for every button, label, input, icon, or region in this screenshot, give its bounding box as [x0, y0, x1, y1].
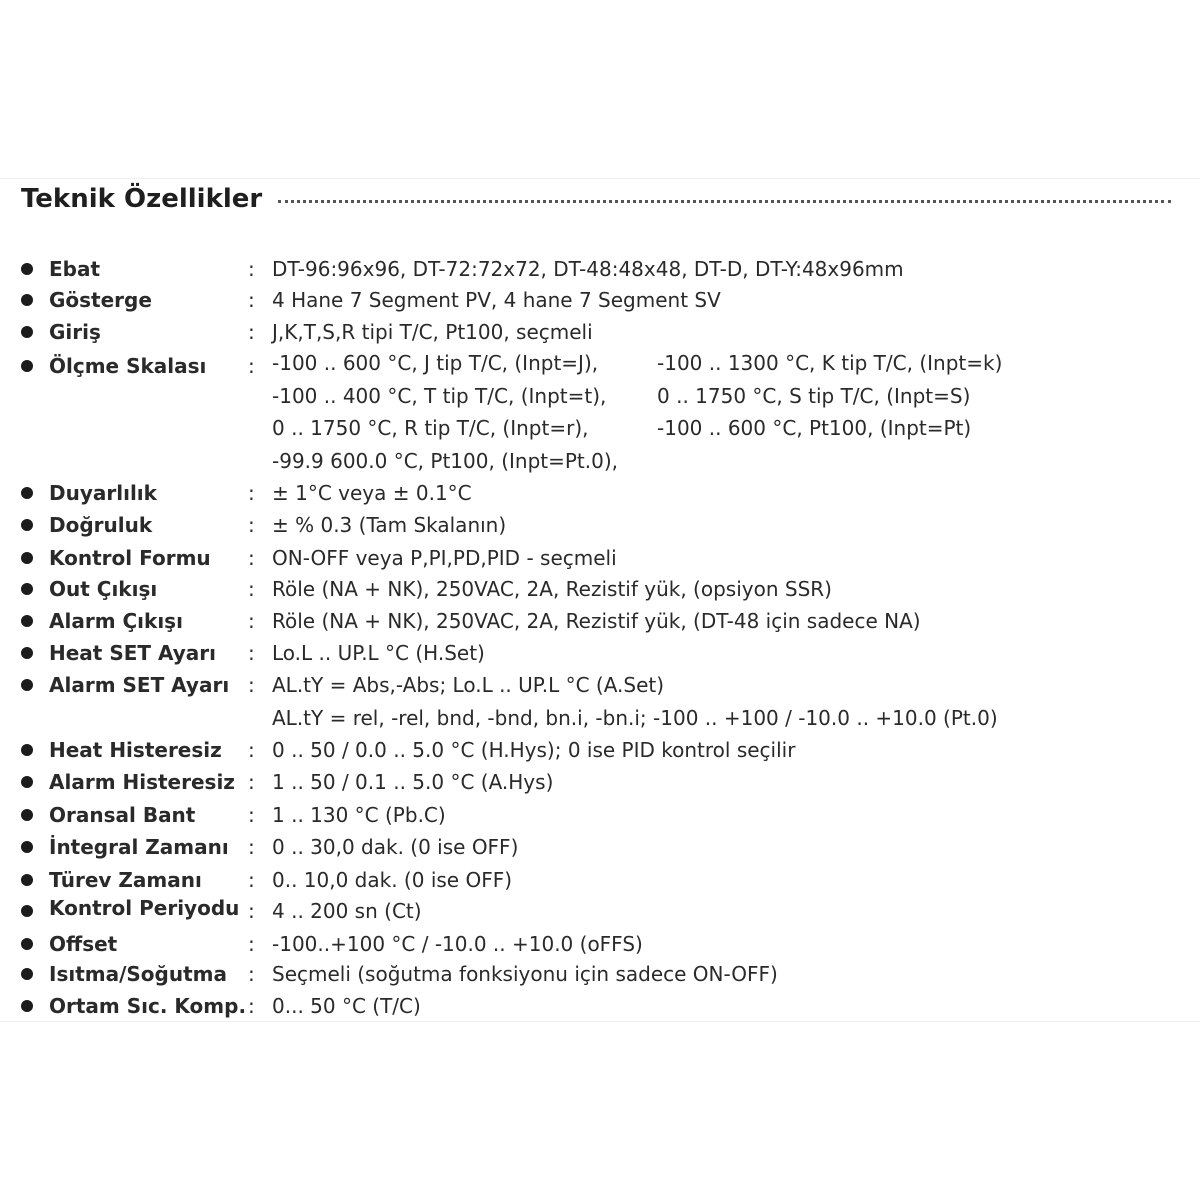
spec-colon: : — [248, 770, 255, 794]
spec-value-secondary: 0 .. 1750 °C, S tip T/C, (Inpt=S) — [657, 384, 971, 408]
spec-label: Ölçme Skalası — [49, 354, 207, 378]
spec-value: 0 .. 30,0 dak. (0 ise OFF) — [272, 835, 519, 859]
spec-row-oransal-bant — [0, 801, 1200, 833]
bullet-icon — [21, 360, 33, 372]
spec-value: J,K,T,S,R tipi T/C, Pt100, seçmeli — [272, 320, 593, 344]
spec-value: Röle (NA + NK), 250VAC, 2A, Rezistif yük, (opsiyon SSR) — [272, 577, 832, 601]
spec-row-giris — [0, 318, 1200, 350]
spec-value: 0 .. 1750 °C, R tip T/C, (Inpt=r), — [272, 416, 589, 440]
bullet-icon — [21, 874, 33, 886]
technical-specifications-panel — [0, 178, 1200, 1022]
spec-label: Alarm Histeresiz — [49, 770, 235, 794]
spec-value: -99.9 600.0 °C, Pt100, (Inpt=Pt.0), — [272, 449, 619, 473]
spec-label: İntegral Zamanı — [49, 835, 229, 859]
section-header — [0, 179, 1200, 229]
spec-value: AL.tY = Abs,-Abs; Lo.L .. UP.L °C (A.Set) — [272, 673, 665, 697]
spec-colon: : — [248, 835, 255, 859]
spec-label: Offset — [49, 932, 118, 956]
spec-row-alarm-cikisi — [0, 607, 1200, 639]
spec-value: AL.tY = rel, -rel, bnd, -bnd, bn.i, -bn.i; -100 .. +100 / -10.0 .. +10.0 (Pt.0) — [272, 706, 998, 730]
spec-value: ON-OFF veya P,PI,PD,PID - seçmeli — [272, 546, 617, 570]
spec-row-alarm-histeresiz — [0, 768, 1200, 800]
spec-colon: : — [248, 513, 255, 537]
spec-colon: : — [248, 962, 255, 986]
spec-label: Kontrol Periyodu — [49, 896, 240, 920]
spec-value: 4 .. 200 sn (Ct) — [272, 899, 422, 923]
spec-row-out-cikisi — [0, 575, 1200, 607]
spec-colon: : — [248, 577, 255, 601]
dotted-divider — [278, 200, 1171, 203]
spec-label: Alarm Çıkışı — [49, 609, 183, 633]
spec-value: DT-96:96x96, DT-72:72x72, DT-48:48x48, DT-D, DT-Y:48x96mm — [272, 257, 904, 281]
spec-colon: : — [248, 738, 255, 762]
bullet-icon — [21, 938, 33, 950]
spec-label: Gösterge — [49, 288, 152, 312]
bullet-icon — [21, 294, 33, 306]
spec-row-olcme-skalasi-line-2 — [0, 382, 1200, 414]
spec-colon: : — [248, 257, 255, 281]
spec-row-olcme-skalasi-line-3 — [0, 414, 1200, 446]
spec-row-ebat — [0, 255, 1200, 287]
spec-value: 4 Hane 7 Segment PV, 4 hane 7 Segment SV — [272, 288, 721, 312]
spec-label: Out Çıkışı — [49, 577, 158, 601]
bullet-icon — [21, 647, 33, 659]
bullet-icon — [21, 809, 33, 821]
spec-colon: : — [248, 868, 255, 892]
spec-label: Ebat — [49, 257, 101, 281]
bullet-icon — [21, 841, 33, 853]
spec-value: -100..+100 °C / -10.0 .. +10.0 (oFFS) — [272, 932, 643, 956]
spec-label: Doğruluk — [49, 513, 153, 537]
spec-value: ± % 0.3 (Tam Skalanın) — [272, 513, 507, 537]
spec-colon: : — [248, 609, 255, 633]
spec-value: Röle (NA + NK), 250VAC, 2A, Rezistif yük, (DT-48 için sadece NA) — [272, 609, 921, 633]
spec-row-alarm-set-ayari — [0, 671, 1200, 703]
spec-value: Seçmeli (soğutma fonksiyonu için sadece ON-OFF) — [272, 962, 778, 986]
spec-colon: : — [248, 641, 255, 665]
section-title: Teknik Özellikler — [21, 184, 263, 214]
bullet-icon — [21, 1000, 33, 1012]
spec-row-heat-set-ayari — [0, 639, 1200, 671]
spec-label: Kontrol Formu — [49, 546, 211, 570]
spec-label: Ortam Sıc. Komp. — [49, 994, 247, 1018]
spec-value: Lo.L .. UP.L °C (H.Set) — [272, 641, 485, 665]
spec-colon: : — [248, 932, 255, 956]
spec-value: 1 .. 50 / 0.1 .. 5.0 °C (A.Hys) — [272, 770, 554, 794]
spec-colon: : — [248, 673, 255, 697]
bullet-icon — [21, 487, 33, 499]
spec-value: ± 1°C veya ± 0.1°C — [272, 481, 472, 505]
bullet-icon — [21, 679, 33, 691]
bullet-icon — [21, 776, 33, 788]
spec-label: Alarm SET Ayarı — [49, 673, 230, 697]
spec-row-isitma-sogutma — [0, 960, 1200, 992]
spec-row-olcme-skalasi — [0, 352, 1200, 384]
spec-row-alarm-set-ayari-line-2 — [0, 704, 1200, 736]
spec-colon: : — [248, 803, 255, 827]
spec-colon: : — [248, 899, 255, 923]
spec-row-gosterge — [0, 286, 1200, 318]
spec-value: -100 .. 400 °C, T tip T/C, (Inpt=t), — [272, 384, 607, 408]
spec-row-integral-zamani — [0, 833, 1200, 865]
bullet-icon — [21, 326, 33, 338]
spec-label: Isıtma/Soğutma — [49, 962, 227, 986]
spec-colon: : — [248, 546, 255, 570]
spec-label: Heat Histeresiz — [49, 738, 222, 762]
spec-colon: : — [248, 994, 255, 1018]
bullet-icon — [21, 583, 33, 595]
bullet-icon — [21, 744, 33, 756]
spec-row-offset — [0, 930, 1200, 962]
spec-value: 0... 50 °C (T/C) — [272, 994, 421, 1018]
spec-value: -100 .. 600 °C, J tip T/C, (Inpt=J), — [272, 351, 599, 375]
spec-colon: : — [248, 354, 255, 378]
spec-value-secondary: -100 .. 1300 °C, K tip T/C, (Inpt=k) — [657, 351, 1003, 375]
spec-value: 0.. 10,0 dak. (0 ise OFF) — [272, 868, 513, 892]
bullet-icon — [21, 519, 33, 531]
spec-value: 0 .. 50 / 0.0 .. 5.0 °C (H.Hys); 0 ise PID kontrol seçilir — [272, 738, 796, 762]
spec-label: Türev Zamanı — [49, 868, 202, 892]
bullet-icon — [21, 905, 33, 917]
spec-colon: : — [248, 481, 255, 505]
spec-row-olcme-skalasi-line-4 — [0, 447, 1200, 479]
spec-value-secondary: -100 .. 600 °C, Pt100, (Inpt=Pt) — [657, 416, 972, 440]
spec-label: Oransal Bant — [49, 803, 196, 827]
bullet-icon — [21, 552, 33, 564]
spec-label: Duyarlılık — [49, 481, 157, 505]
spec-colon: : — [248, 288, 255, 312]
spec-label: Giriş — [49, 320, 101, 344]
bullet-icon — [21, 968, 33, 980]
spec-value: 1 .. 130 °C (Pb.C) — [272, 803, 446, 827]
bullet-icon — [21, 263, 33, 275]
spec-row-heat-histeresiz — [0, 736, 1200, 768]
spec-row-dogruluk — [0, 511, 1200, 543]
bullet-icon — [21, 615, 33, 627]
spec-row-kontrol-periyodu — [0, 897, 1200, 929]
spec-colon: : — [248, 320, 255, 344]
spec-label: Heat SET Ayarı — [49, 641, 217, 665]
spec-row-duyarlilik — [0, 479, 1200, 511]
spec-row-kontrol-formu — [0, 544, 1200, 576]
spec-row-ortam-sic-komp — [0, 992, 1200, 1024]
